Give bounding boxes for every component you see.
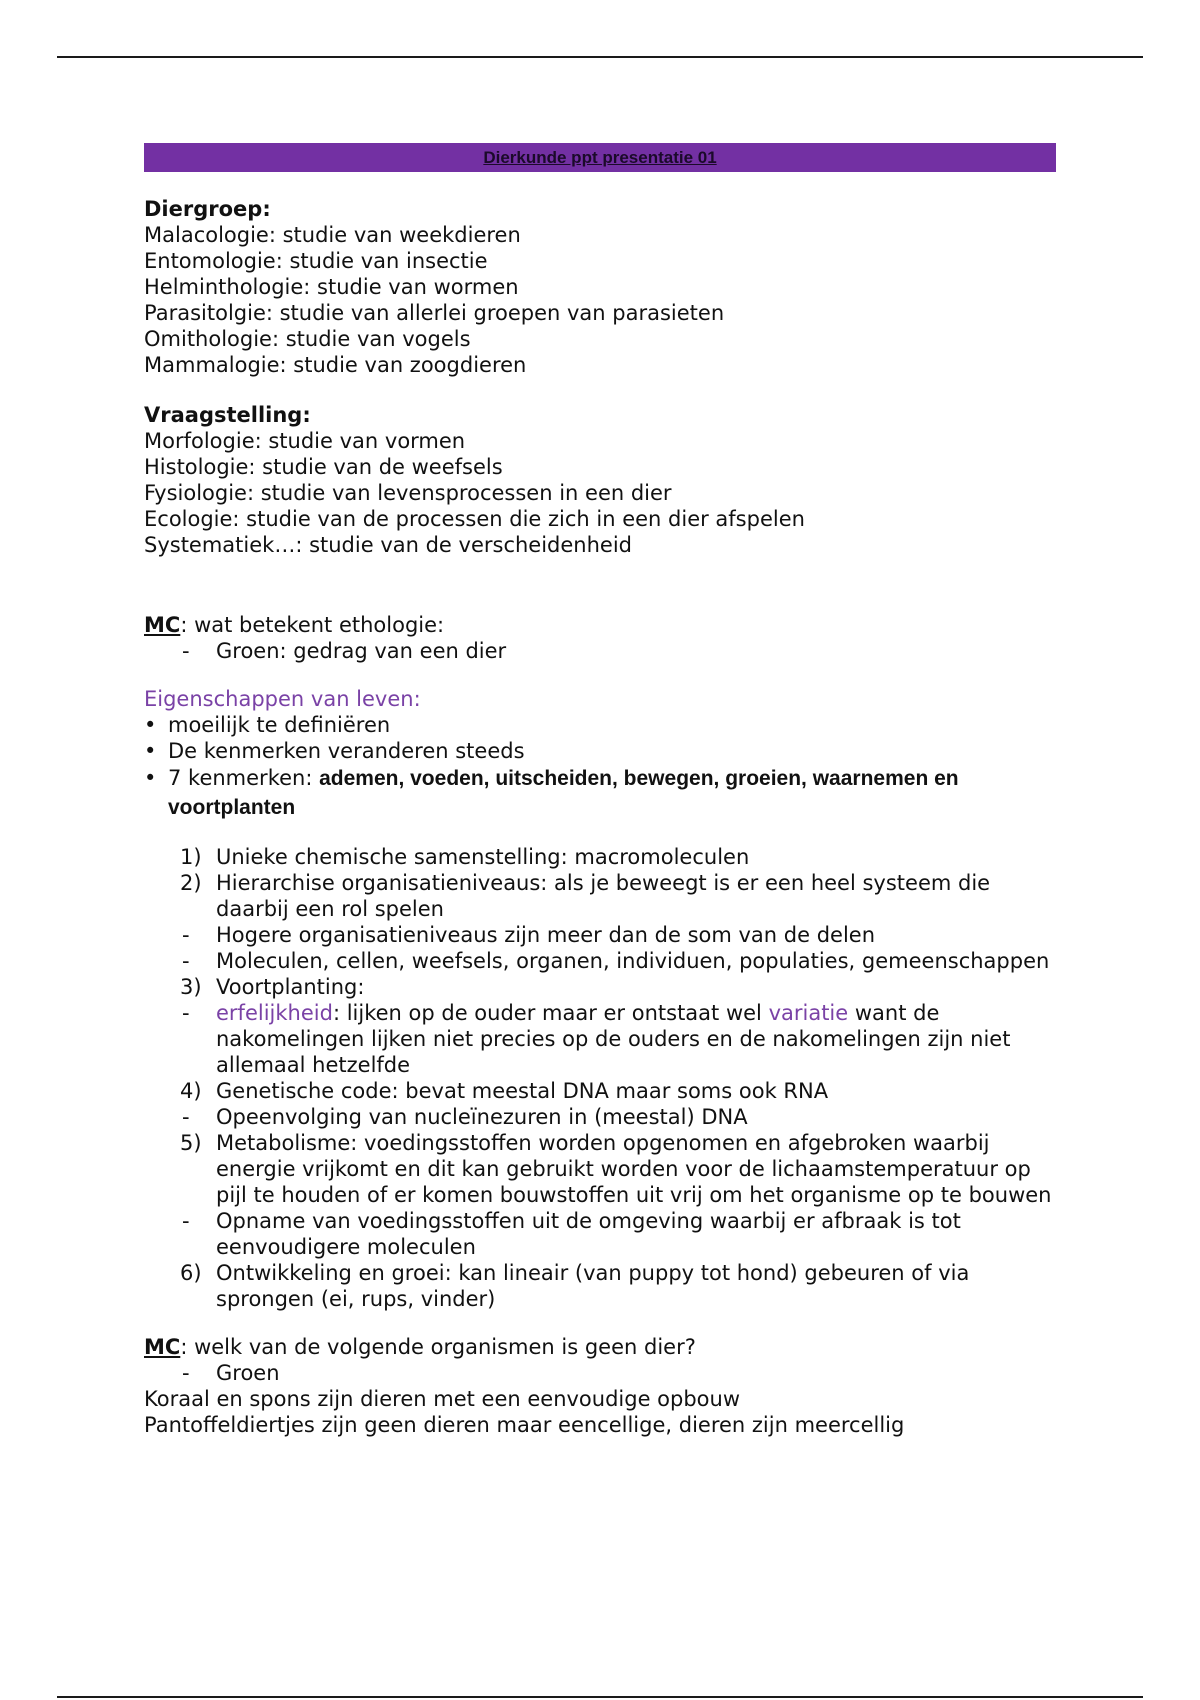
page-title: Dierkunde ppt presentatie 01 (483, 147, 717, 167)
mc-label: MC (144, 613, 181, 637)
explanation-line: Pantoffeldiertjes zijn geen dieren maar eencellige, dieren zijn meercellig (144, 1413, 905, 1437)
list-number: 5) (180, 1131, 202, 1155)
kenmerken-numbered-list (144, 844, 1056, 1312)
mc-question-1 (144, 612, 1056, 664)
title-bar (144, 143, 1056, 172)
diergroep-line: Mammalogie: studie van zoogdieren (144, 353, 527, 377)
dash-marker: - (182, 923, 190, 947)
list-item: Hierarchise organisatieniveaus: als je beweegt is er een heel systeem die daarbij een rol spelen (216, 871, 991, 921)
explanation-line: Koraal en spons zijn dieren met een eenvoudige opbouw (144, 1387, 741, 1411)
list-number: 2) (180, 871, 202, 895)
list-number: 4) (180, 1079, 202, 1103)
list-item: Metabolisme: voedingsstoffen worden opgenomen en afgebroken waarbij energie vrijkomt en dit kan gebruikt worden voor de lichaamstemperatuur op pijl te houden of er komen bouwstoffen uit vrij om het organisme op te bouwen (216, 1131, 1052, 1207)
dash-marker: - (182, 1105, 190, 1129)
bullet-item: moeilijk te definiëren (168, 713, 391, 737)
vraagstelling-section (144, 402, 1056, 558)
sub-item: Opname van voedingsstoffen uit de omgeving waarbij er afbraak is tot eenvoudigere moleculen (216, 1209, 961, 1259)
document-page (144, 143, 1056, 1438)
list-item: Genetische code: bevat meestal DNA maar soms ook RNA (216, 1079, 829, 1103)
diergroep-line: Helminthologie: studie van wormen (144, 275, 519, 299)
dash-marker: - (182, 639, 190, 663)
term-erfelijkheid: erfelijkheid (216, 1001, 333, 1025)
diergroep-line: Malacologie: studie van weekdieren (144, 223, 521, 247)
vraagstelling-line: Ecologie: studie van de processen die zich in een dier afspelen (144, 507, 805, 531)
mc-question-text: : welk van de volgende organismen is geen dier? (180, 1335, 696, 1359)
mc-answer: Groen (216, 1361, 280, 1385)
list-number: 3) (180, 975, 202, 999)
bullet-marker: • (144, 713, 157, 737)
sub-item: Moleculen, cellen, weefsels, organen, individuen, populaties, gemeenschappen (216, 949, 1050, 973)
dash-marker: - (182, 1209, 190, 1233)
properties-heading: Eigenschappen van leven: (144, 687, 421, 711)
diergroep-heading: Diergroep: (144, 197, 271, 221)
bullet-item (168, 764, 1056, 822)
list-item: Unieke chemische samenstelling: macromoleculen (216, 845, 750, 869)
term-variatie: variatie (768, 1001, 849, 1025)
list-number: 6) (180, 1261, 202, 1285)
vraagstelling-heading: Vraagstelling: (144, 403, 311, 427)
bullet-marker: • (144, 739, 157, 763)
bullet-marker: • (144, 766, 157, 790)
mc-answer: Groen: gedrag van een dier (216, 639, 507, 663)
kenmerken-list: ademen, voeden, uitscheiden, bewegen, groeien, waarnemen en voortplanten (168, 767, 959, 819)
dash-marker: - (182, 949, 190, 973)
bottom-rule (57, 1696, 1143, 1698)
mc-question-text: : wat betekent ethologie: (180, 613, 445, 637)
top-rule (57, 56, 1143, 58)
vraagstelling-line: Fysiologie: studie van levensprocessen in een dier (144, 481, 672, 505)
list-item: Voortplanting: (216, 975, 365, 999)
list-number: 1) (180, 845, 202, 869)
dash-marker: - (182, 1001, 190, 1025)
sub-item: Opeenvolging van nucleïnezuren in (meestal) DNA (216, 1105, 748, 1129)
vraagstelling-line: Morfologie: studie van vormen (144, 429, 466, 453)
sub-item: erfelijkheid: lijken op de ouder maar er ontstaat wel variatie want de nakomelingen lijken niet precies op de ouders en de nakomelingen zijn niet allemaal hetzelfde (216, 1001, 1011, 1077)
diergroep-line: Omithologie: studie van vogels (144, 327, 471, 351)
list-item: Ontwikkeling en groei: kan lineair (van puppy tot hond) gebeuren of via sprongen (ei, rups, vinder) (216, 1261, 970, 1311)
mc-question-2 (144, 1334, 1056, 1438)
properties-section (144, 686, 1056, 822)
diergroep-section (144, 196, 1056, 378)
bullet-prefix: 7 kenmerken: (168, 766, 320, 790)
dash-marker: - (182, 1361, 190, 1385)
mc-label: MC (144, 1335, 181, 1359)
vraagstelling-line: Histologie: studie van de weefsels (144, 455, 503, 479)
bullet-item: De kenmerken veranderen steeds (168, 739, 525, 763)
vraagstelling-line: Systematiek…: studie van de verscheidenheid (144, 533, 633, 557)
diergroep-line: Entomologie: studie van insectie (144, 249, 488, 273)
diergroep-line: Parasitolgie: studie van allerlei groepen van parasieten (144, 301, 725, 325)
sub-item: Hogere organisatieniveaus zijn meer dan de som van de delen (216, 923, 876, 947)
